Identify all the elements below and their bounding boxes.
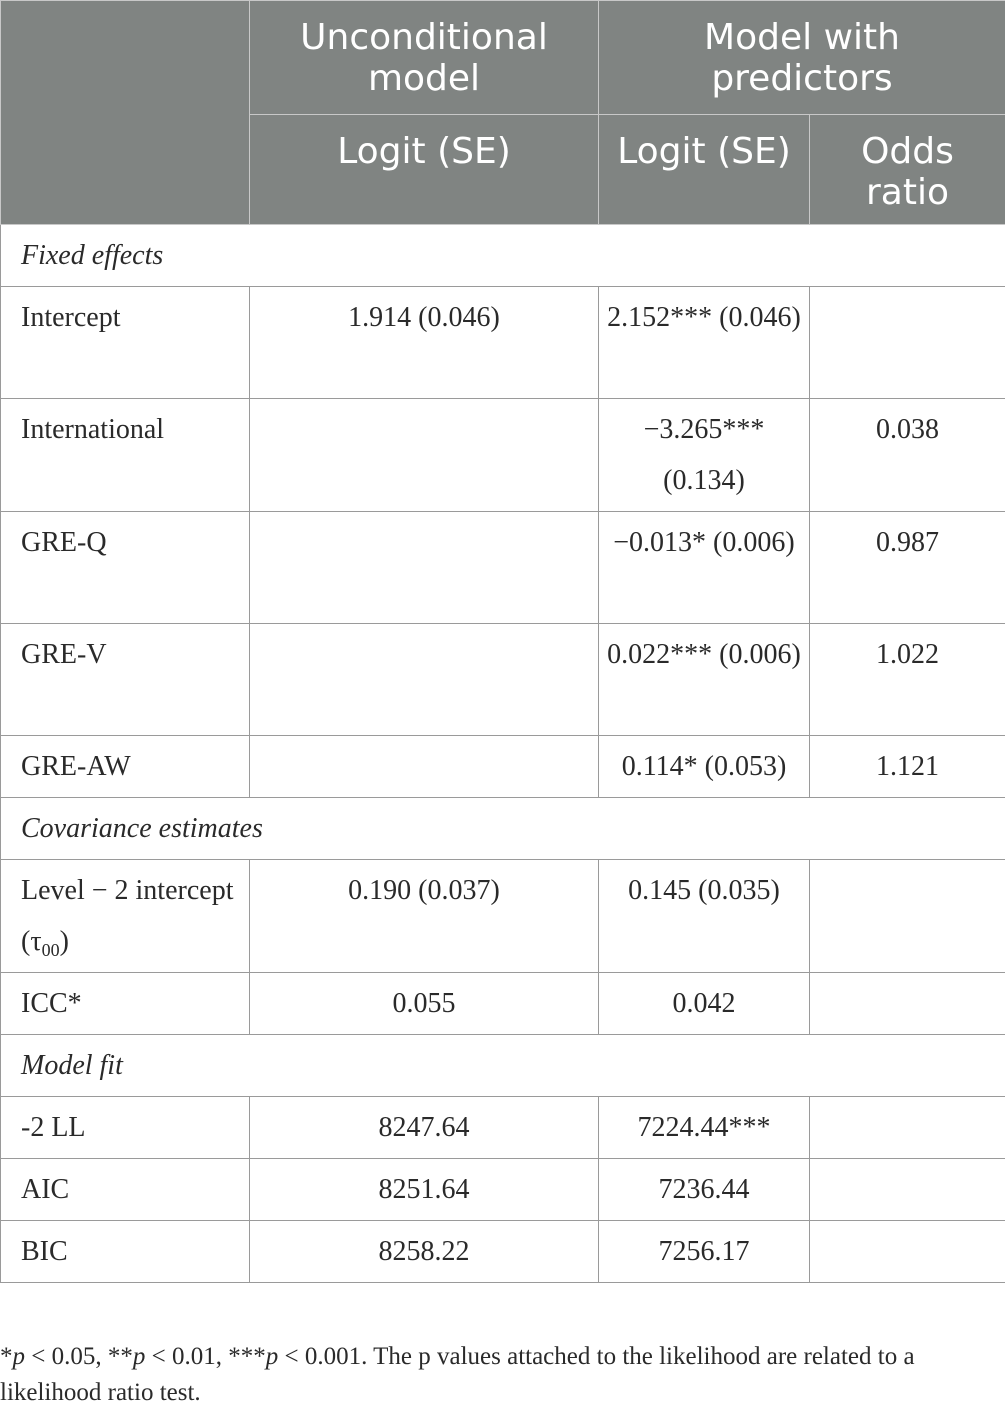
cell-predictors: 7224.44*** <box>599 1097 810 1159</box>
tau-subscript: 00 <box>41 940 60 960</box>
cell-odds <box>810 287 1005 399</box>
table-row <box>1 973 1005 1035</box>
table-footnote: *p < 0.05, **p < 0.01, ***p < 0.001. The p values attached to the likelihood are related to a likelihood ratio test. <box>0 1343 915 1406</box>
cell-unconditional: 0.055 <box>250 973 599 1035</box>
row-label: GRE-Q <box>1 512 250 624</box>
row-label <box>1 860 250 973</box>
cell-odds: 0.038 <box>810 399 1005 512</box>
cell-predictors: 7256.17 <box>599 1221 810 1283</box>
table-row <box>1 287 1005 399</box>
section-fixed-effects: Fixed effects <box>1 225 1005 287</box>
row-label: International <box>1 399 250 512</box>
row-label: Intercept <box>1 287 250 399</box>
cell-unconditional <box>250 624 599 736</box>
cell-unconditional <box>250 512 599 624</box>
table-row <box>1 399 1005 512</box>
cell-unconditional <box>250 399 599 512</box>
header-logit-se-predictors: Logit (SE) <box>599 115 810 225</box>
cell-predictors: 2.152*** (0.046) <box>599 287 810 399</box>
cell-odds <box>810 1221 1005 1283</box>
cell-predictors: 0.042 <box>599 973 810 1035</box>
row-label: GRE-AW <box>1 736 250 798</box>
level2-label-close: ) <box>59 926 69 957</box>
footnote-p: p <box>265 1343 279 1370</box>
cell-unconditional: 0.190 (0.037) <box>250 860 599 973</box>
cell-unconditional: 8258.22 <box>250 1221 599 1283</box>
cell-unconditional <box>250 736 599 798</box>
row-label: AIC <box>1 1159 250 1221</box>
table-row <box>1 1097 1005 1159</box>
footnote-text: < 0.01, *** <box>145 1343 266 1370</box>
cell-predictors: 7236.44 <box>599 1159 810 1221</box>
header-logit-se-unconditional: Logit (SE) <box>250 115 599 225</box>
cell-unconditional: 8247.64 <box>250 1097 599 1159</box>
footnote-p: p <box>12 1343 25 1370</box>
level2-label-text: Level − 2 intercept (τ <box>21 875 234 957</box>
cell-odds: 1.121 <box>810 736 1005 798</box>
row-label: ICC* <box>1 973 250 1035</box>
table-row <box>1 1221 1005 1283</box>
footnote-text: < 0.05, ** <box>25 1343 133 1370</box>
header-unconditional-model: Unconditional model <box>250 1 599 115</box>
row-label: GRE-V <box>1 624 250 736</box>
section-covariance-estimates: Covariance estimates <box>1 798 1005 860</box>
cell-odds <box>810 1159 1005 1221</box>
cell-predictors: 0.114* (0.053) <box>599 736 810 798</box>
row-label: BIC <box>1 1221 250 1283</box>
header-model-with-predictors: Model with predictors <box>599 1 1005 115</box>
row-label: -2 LL <box>1 1097 250 1159</box>
cell-unconditional: 1.914 (0.046) <box>250 287 599 399</box>
table-row <box>1 624 1005 736</box>
cell-predictors: −3.265*** (0.134) <box>599 399 810 512</box>
table-row <box>1 736 1005 798</box>
header-corner <box>1 1 250 225</box>
table-row <box>1 860 1005 973</box>
cell-odds: 1.022 <box>810 624 1005 736</box>
cell-odds <box>810 973 1005 1035</box>
footnote-text: < 0.001. The p values attached to the likelihood are related to a likelihood ratio test. <box>0 1343 915 1406</box>
header-odds-ratio: Odds ratio <box>810 115 1005 225</box>
table-row <box>1 1159 1005 1221</box>
cell-predictors: 0.145 (0.035) <box>599 860 810 973</box>
section-model-fit: Model fit <box>1 1035 1005 1097</box>
cell-odds <box>810 860 1005 973</box>
footnote-p: p <box>132 1343 146 1370</box>
cell-odds <box>810 1097 1005 1159</box>
cell-predictors: −0.013* (0.006) <box>599 512 810 624</box>
cell-unconditional: 8251.64 <box>250 1159 599 1221</box>
table-row <box>1 512 1005 624</box>
cell-predictors: 0.022*** (0.006) <box>599 624 810 736</box>
cell-odds: 0.987 <box>810 512 1005 624</box>
